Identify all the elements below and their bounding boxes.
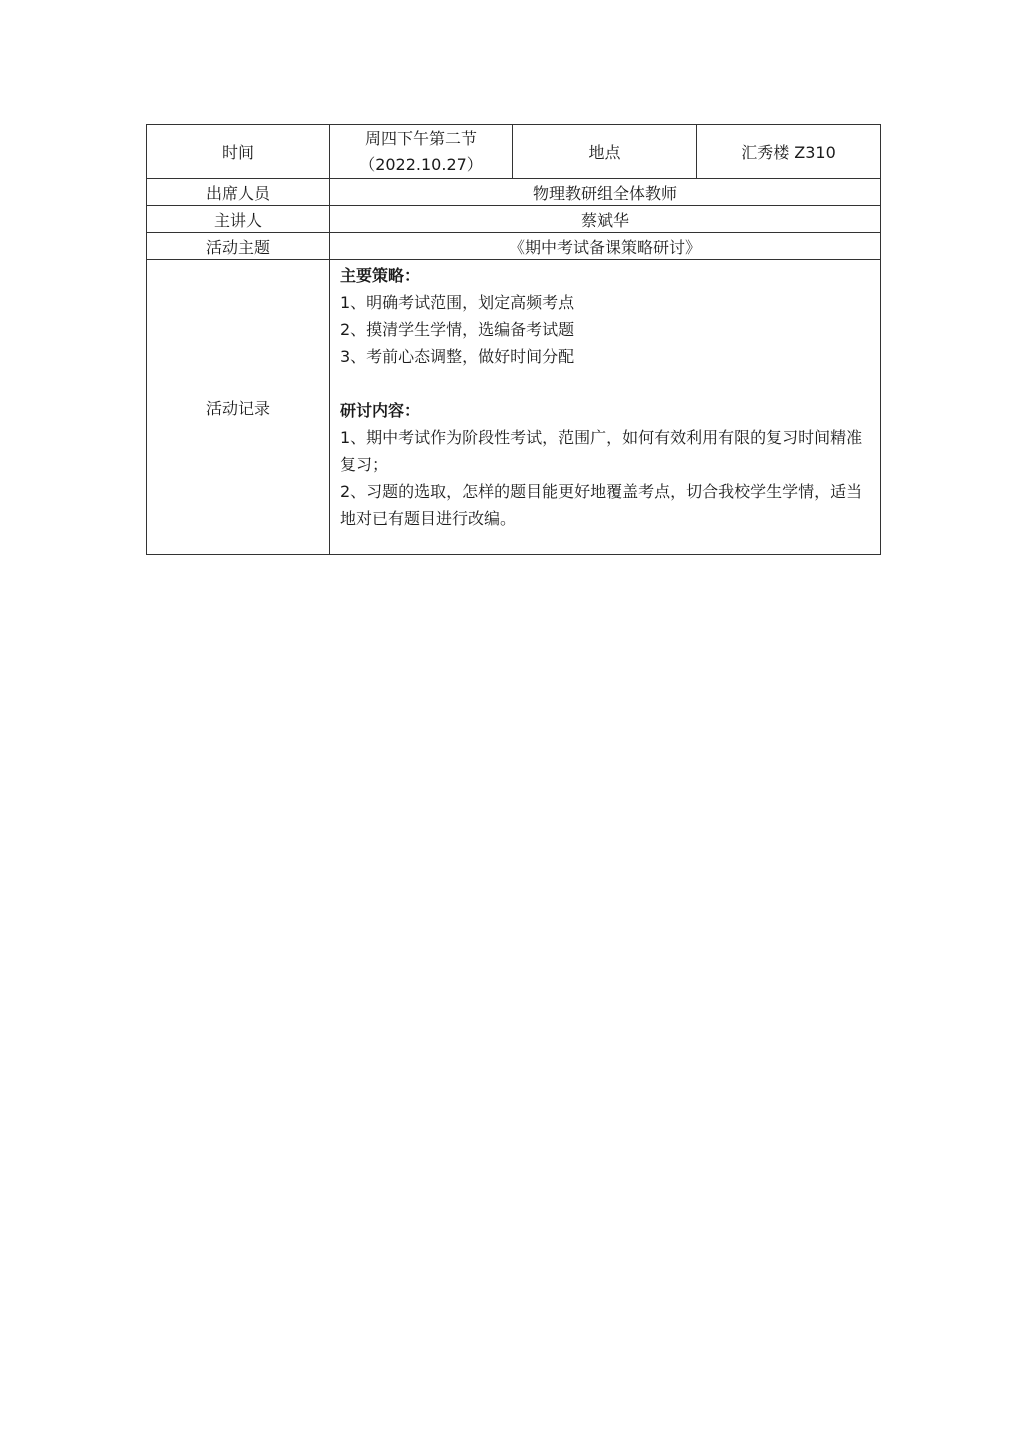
strategies-heading: 主要策略： xyxy=(340,266,421,285)
attendees-label: 出席人员 xyxy=(147,179,330,206)
strategy-item: 1、明确考试范围，划定高频考点 xyxy=(340,293,575,312)
activity-record-table xyxy=(146,124,881,555)
theme-row xyxy=(147,233,881,260)
discussion-heading: 研讨内容： xyxy=(340,401,421,420)
record-label: 活动记录 xyxy=(147,260,330,555)
record-row xyxy=(147,260,881,555)
strategy-item: 2、摸清学生学情，选编备考试题 xyxy=(340,320,575,339)
speaker-value: 蔡斌华 xyxy=(330,206,881,233)
time-value-line1: 周四下午第二节 xyxy=(364,128,477,148)
theme-label: 活动主题 xyxy=(147,233,330,260)
strategy-item: 3、考前心态调整，做好时间分配 xyxy=(340,347,575,366)
time-location-row xyxy=(147,125,881,179)
record-content xyxy=(330,260,881,555)
time-value-line2: （2022.10.27） xyxy=(359,154,483,174)
time-label: 时间 xyxy=(147,125,330,179)
location-label: 地点 xyxy=(513,125,697,179)
attendees-value: 物理教研组全体教师 xyxy=(330,179,881,206)
attendees-row xyxy=(147,179,881,206)
discussion-item: 1、期中考试作为阶段性考试，范围广，如何有效利用有限的复习时间精准复习； xyxy=(340,428,863,474)
blank-line xyxy=(340,370,872,397)
discussion-item: 2、习题的选取，怎样的题目能更好地覆盖考点，切合我校学生学情，适当地对已有题目进行改编。 xyxy=(340,482,863,528)
theme-value: 《期中考试备课策略研讨》 xyxy=(330,233,881,260)
speaker-row xyxy=(147,206,881,233)
speaker-label: 主讲人 xyxy=(147,206,330,233)
time-value xyxy=(330,125,513,179)
location-value: 汇秀楼 Z310 xyxy=(697,125,881,179)
